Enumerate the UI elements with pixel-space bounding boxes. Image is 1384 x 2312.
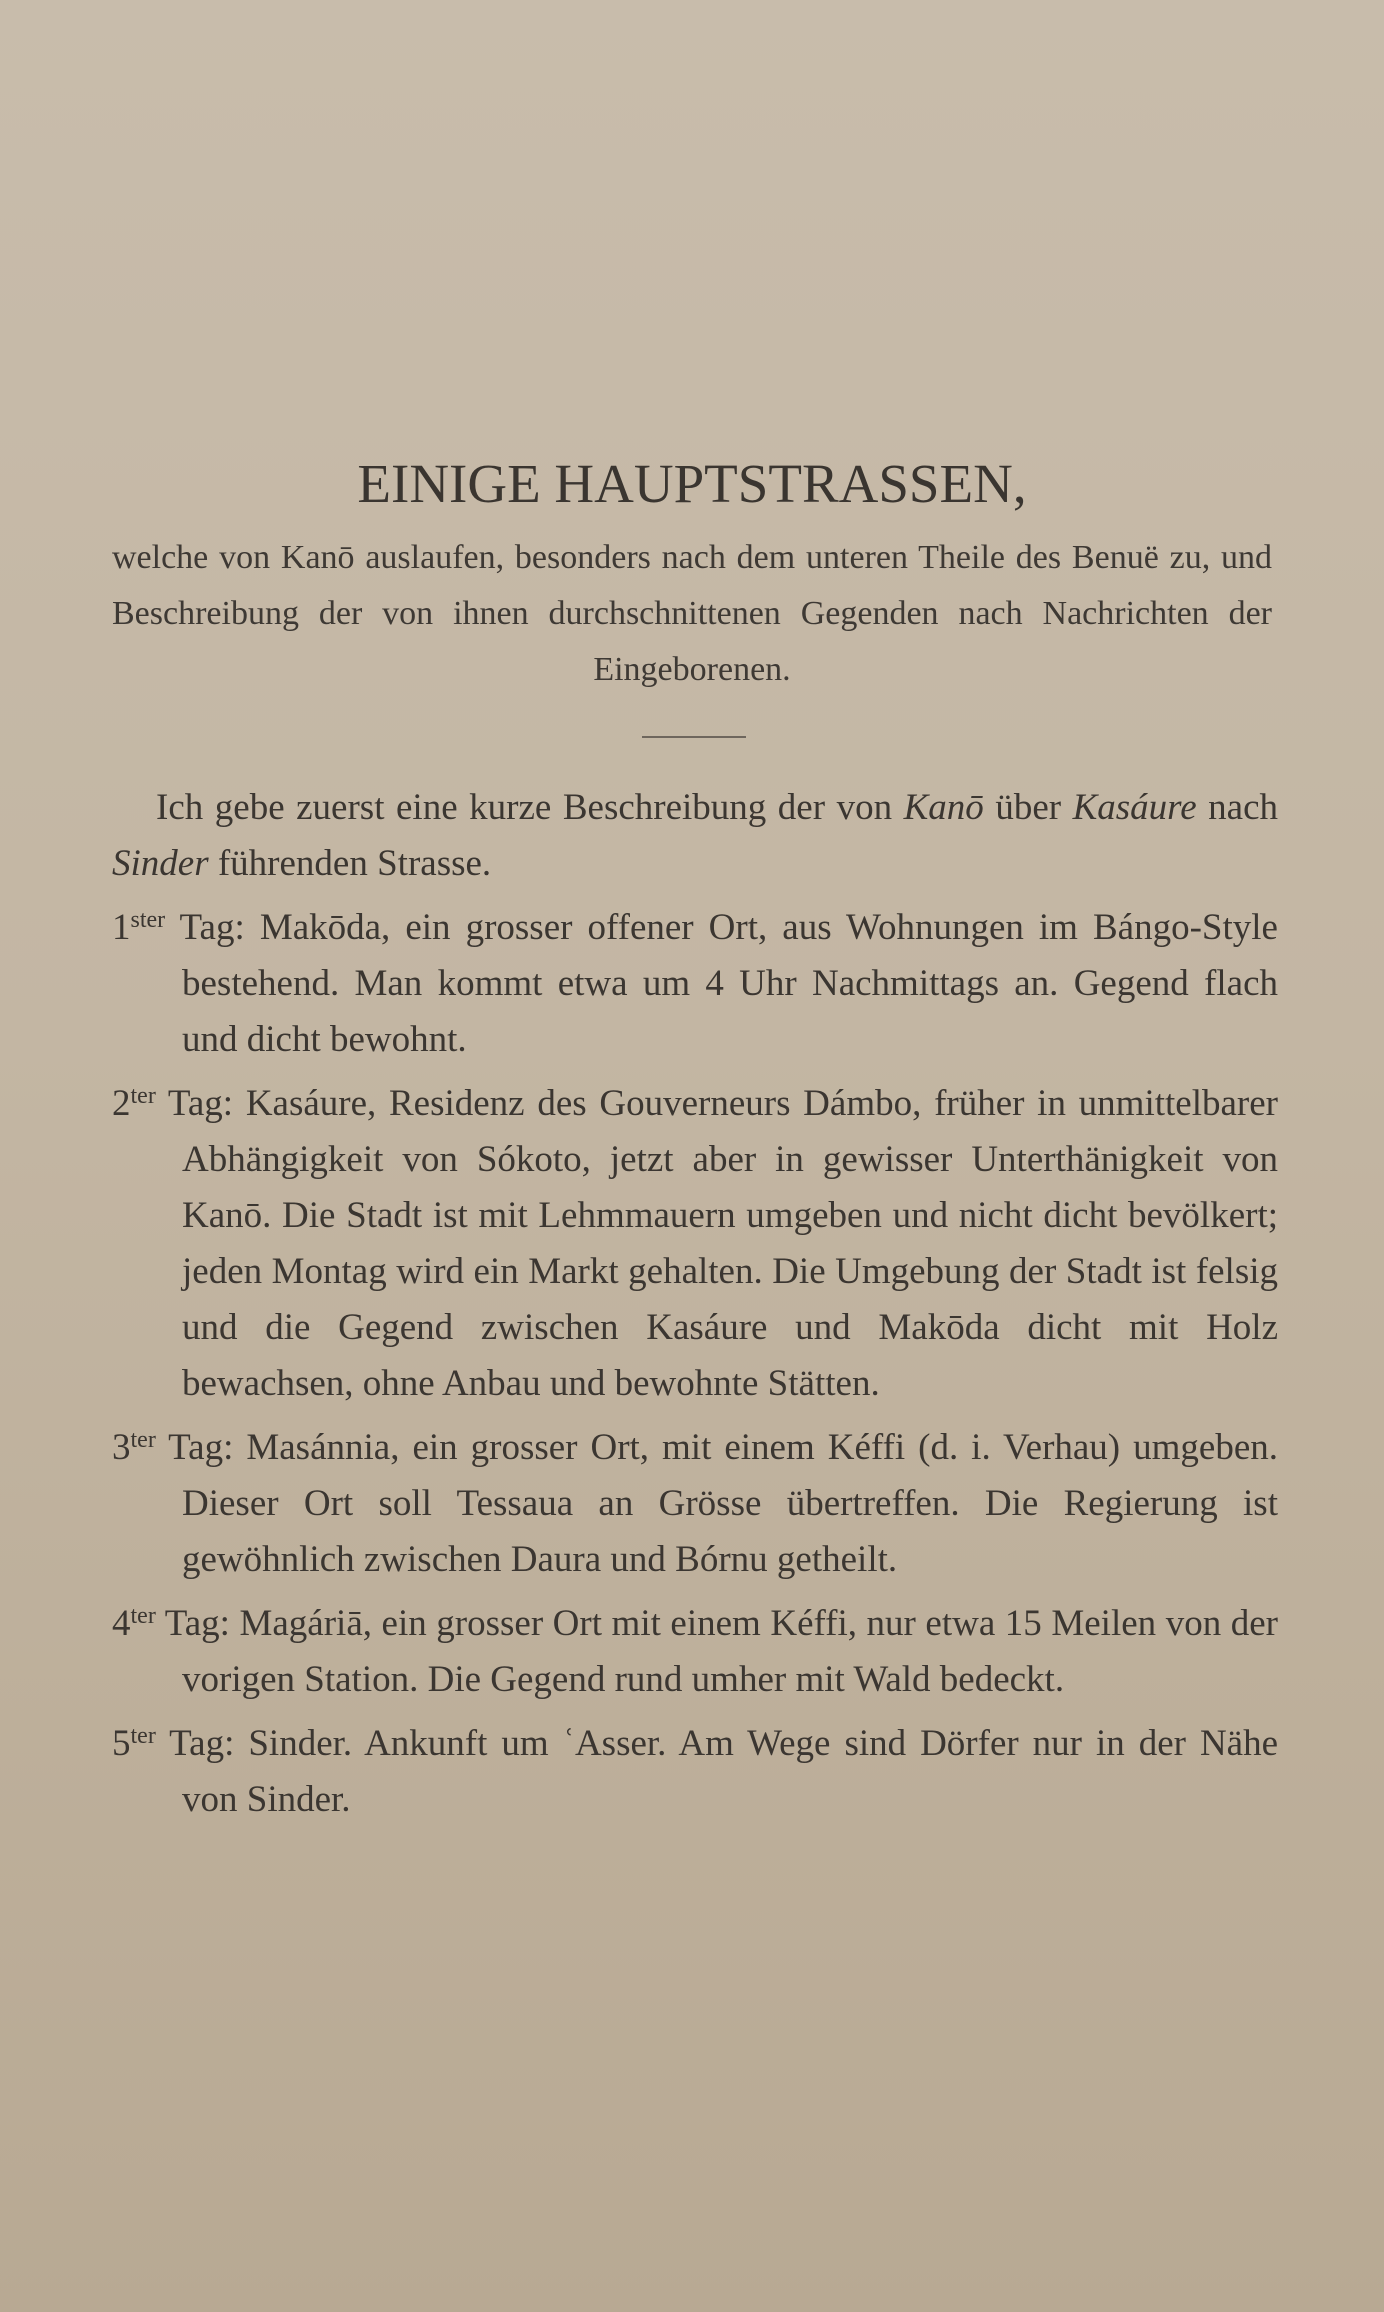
intro-place-kasaure: Kasáure (1072, 787, 1197, 828)
day-ordinal (112, 1427, 233, 1468)
day-entry-5 (112, 1708, 1278, 1828)
page-title: EINIGE HAUPTSTRASSEN, (357, 453, 1027, 514)
day-ordinal (112, 1723, 234, 1764)
day-ordinal-suffix: ter (130, 1083, 156, 1109)
day-label: Tag: (164, 1603, 230, 1644)
day-ordinal (112, 1603, 230, 1644)
day-text: Masánnia, ein grosser Ort, mit einem Kéffi (d. i. Verhau) umgeben. Dieser Ort soll Tessaua an Grösse übertreffen. Die Regierung ist gewöhnlich zwischen Daura und Bórnu getheilt. (182, 1427, 1278, 1580)
day-ordinal (112, 907, 245, 948)
day-list (112, 892, 1278, 1828)
day-text: Makōda, ein grosser offener Ort, aus Wohnungen im Bángo-Style bestehend. Man kommt etwa um 4 Uhr Nachmittags an. Gegend flach und dicht bewohnt. (182, 907, 1278, 1060)
day-ordinal-suffix: ter (130, 1723, 156, 1749)
day-number: 1 (112, 907, 131, 948)
intro-place-sinder: Sinder (112, 843, 209, 884)
intro-text-2: über (983, 787, 1073, 828)
day-entry-2 (112, 1068, 1278, 1412)
day-number: 2 (112, 1083, 131, 1124)
day-text: Sinder. Ankunft um ʿAsser. Am Wege sind Dörfer nur in der Nähe von Sinder. (182, 1723, 1279, 1820)
day-ordinal (112, 1083, 233, 1124)
day-label: Tag: (168, 1427, 234, 1468)
intro-text-3: nach (1196, 787, 1278, 828)
day-ordinal-suffix: ter (130, 1427, 156, 1453)
intro-text-1: Ich gebe zuerst eine kurze Beschreibung der von (156, 787, 904, 828)
day-ordinal-suffix: ster (130, 907, 166, 933)
day-ordinal-suffix: ter (130, 1603, 156, 1629)
intro-text-4: führenden Strasse. (208, 843, 492, 884)
day-text: Kasáure, Residenz des Gouverneurs Dámbo, früher in unmittelbarer Abhängigkeit von Sókoto, jetzt aber in gewisser Unterthänigkeit von Kanō. Die Stadt ist mit Lehmmauern umgeben und nicht dicht bevölkert; jeden Montag wird ein Markt gehalten. Die Umgebung der Stadt ist felsig und die Gegend zwischen Kasáure und Makōda dicht mit Holz bewachsen, ohne Anbau und bewohnte Stätten. (182, 1083, 1278, 1404)
intro-paragraph (112, 780, 1278, 892)
divider-rule (642, 736, 746, 738)
day-entry-3 (112, 1412, 1278, 1588)
day-text: Magáriā, ein grosser Ort mit einem Kéffi, nur etwa 15 Meilen von der vorigen Station. Die Gegend rund umher mit Wald bedeckt. (182, 1603, 1278, 1700)
day-label: Tag: (179, 907, 245, 948)
intro-place-kano: Kanō (903, 787, 984, 828)
day-number: 5 (112, 1723, 131, 1764)
day-entry-4 (112, 1588, 1278, 1708)
day-label: Tag: (169, 1723, 235, 1764)
day-number: 4 (112, 1603, 131, 1644)
day-entry-1 (112, 892, 1278, 1068)
subtitle: welche von Kanō auslaufen, besonders nach dem unteren Theile des Benuë zu, und Beschreibung der von ihnen durchschnittenen Gegenden nach Nachrichten der Eingeborenen. (112, 539, 1272, 688)
day-number: 3 (112, 1427, 131, 1468)
day-label: Tag: (167, 1083, 234, 1124)
